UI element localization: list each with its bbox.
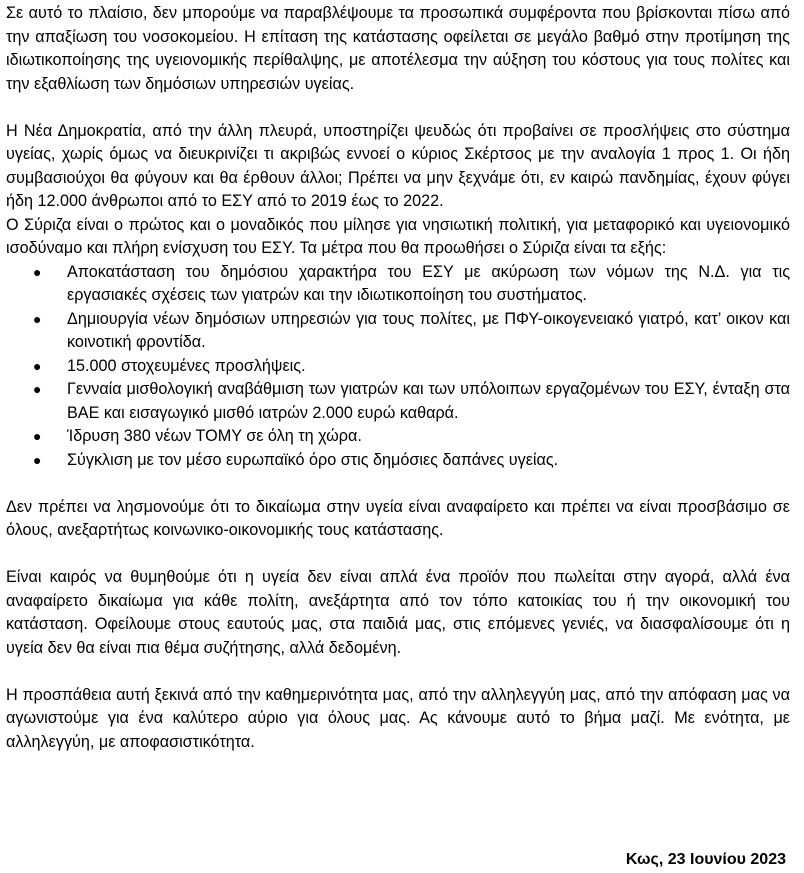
paragraph-interests: Σε αυτό το πλαίσιο, δεν μπορούμε να παραβλέψουμε τα προσωπικά συμφέροντα που βρίσκονται πίσω από την απαξίωση του νοσοκομείου. Η επίταση της κατάστασης οφείλεται σε μεγάλο βαθμό στην προτίμηση της ιδιωτικοποίησης της υγειονομικής περίθαλψης, με αποτέλεσμα την αύξηση του κόστους για τους πολίτες και την εξαθλίωση των δημόσιων υπηρεσιών υγείας. — [6, 4, 790, 93]
measures-list — [6, 261, 790, 473]
paragraph-gap — [6, 660, 790, 684]
place-date-signature: Κως, 23 Ιουνίου 2023 — [625, 851, 786, 868]
paragraph-closing: Η προσπάθεια αυτή ξεκινά από την καθημερινότητα μας, από την αλληλεγγύη μας, από την απόφαση μας να αγωνιστούμε για ένα καλύτερο αύριο για όλους μας. Ας κάνουμε αυτό το βήμα μαζί. Με ενότητα, με αλληλεγγύη, με αποφασιστικότητα. — [6, 685, 790, 751]
list-item-text: 15.000 στοχευμένες προσλήψεις. — [67, 356, 306, 375]
list-item — [6, 261, 790, 308]
paragraph-gap — [6, 543, 790, 567]
bullet-icon: ● — [33, 451, 42, 468]
list-item — [6, 355, 790, 379]
paragraph-gap — [6, 96, 790, 120]
list-item-text: Αποκατάσταση του δημόσιου χαρακτήρα του ΕΣΥ με ακύρωση των νόμων της Ν.Δ. για τις εργασιακές σχέσεις των γιατρών και την ιδιωτικοποίηση του συστήματος. — [67, 262, 790, 304]
paragraph-gap — [6, 472, 790, 496]
list-item-text: Γενναία μισθολογική αναβάθμιση των γιατρών και των υπόλοιπων εργαζομένων του ΕΣΥ, ένταξη στα ΒΑΕ και εισαγωγικό μισθό ιατρών 2.000 ευρώ καθαρά. — [67, 380, 790, 422]
list-item — [6, 308, 790, 355]
bullet-icon: ● — [33, 310, 42, 327]
bullet-icon: ● — [33, 381, 42, 397]
paragraph-new-democracy: Η Νέα Δημοκρατία, από την άλλη πλευρά, υποστηρίζει ψευδώς ότι προβαίνει σε προσλήψεις στο σύστημα υγείας, χωρίς όμως να διευκρινίζει τι ακριβώς εννοεί ο κύριος Σκέρτσος με την αναλογία 1 προς 1. Οι ήδη συμβασιούχοι θα φύγουν και θα έρθουν άλλοι; Πρέπει να μην ξεχνάμε ότι, εν καιρώ πανδημίας, έχουν φύγει ήδη 12.000 άνθρωποι από το ΕΣΥ από το 2019 έως το 2022. — [6, 121, 790, 210]
list-item — [6, 425, 790, 449]
list-item-text: Σύγκλιση με τον μέσο ευρωπαϊκό όρο στις δημόσιες δαπάνες υγείας. — [67, 450, 559, 469]
list-item-text: Δημιουργία νέων δημόσιων υπηρεσιών για τους πολίτες, με ΠΦΥ-οικογενειακό γιατρό, κατ’ οικον και κοινοτική φροντίδα. — [67, 309, 790, 351]
bullet-icon: ● — [33, 357, 42, 374]
list-item-text: Ίδρυση 380 νέων ΤΟΜΥ σε όλη τη χώρα. — [67, 427, 362, 445]
paragraph-time-to-remember: Είναι καιρός να θυμηθούμε ότι η υγεία δεν είναι απλά ένα προϊόν που πωλείται στην αγορά, αλλά ένα αναφαίρετο δικαίωμα για κάθε πολίτη, ανεξάρτητα από τον τόπο κατοικίας του ή την οικονομική του κατάσταση. Οφείλουμε στους εαυτούς μας, στα παιδιά μας, στις επόμενες γενιές, να διασφαλίσουμε ότι η υγεία δεν θα είναι πια θέμα συζήτησης, αλλά δεδομένη. — [6, 568, 790, 657]
bullet-icon: ● — [33, 263, 42, 280]
paragraph-syriza-intro: Ο Σύριζα είναι ο πρώτος και ο μοναδικός που μίλησε για νησιωτική πολιτική, για μεταφορικό και υγειονομικό ισοδύναμο και πλήρη ενίσχυση του ΕΣΥ. Τα μέτρα που θα προωθήσει ο Σύριζα είναι τα εξής: — [6, 215, 790, 257]
list-item — [6, 378, 790, 425]
paragraph-right-to-health: Δεν πρέπει να λησμονούμε ότι το δικαίωμα στην υγεία είναι αναφαίρετο και πρέπει να είναι προσβάσιμο σε όλους, ανεξαρτήτως κοινωνικο-οικονομικής τους κατάστασης. — [6, 497, 790, 539]
bullet-icon: ● — [33, 428, 42, 444]
list-item — [6, 449, 790, 473]
